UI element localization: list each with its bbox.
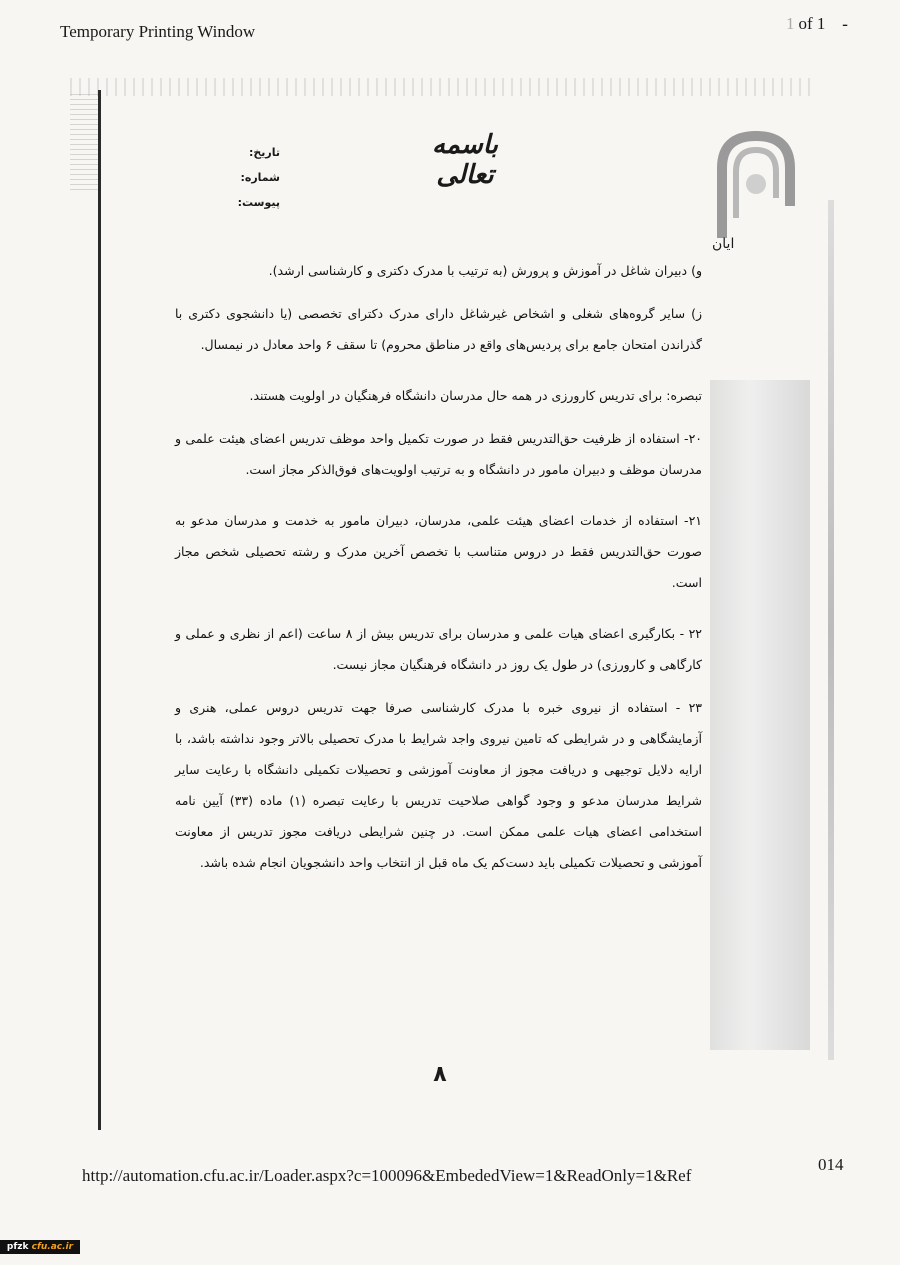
- paragraph-clause-21: ۲۱- استفاده از خدمات اعضای هیئت علمی، مدرسان، دبیران مامور به خدمت و مدرسان مدعو به صورت حق‌التدریس فقط در دروس متناسب با تخصص آخرین مدرک و رشته تحصیلی شخص مجاز است.: [175, 513, 702, 590]
- page-count: [786, 14, 825, 34]
- page-number: ۸: [433, 1062, 447, 1087]
- page-count-label: of 1: [798, 14, 826, 33]
- university-logo-icon: [712, 128, 800, 248]
- scan-noise-top: [70, 78, 810, 96]
- meta-number-label: شماره:: [240, 171, 280, 184]
- logo-caption: ایان: [712, 236, 735, 252]
- scan-noise-left: [70, 90, 100, 190]
- watermark-prefix: pfzk: [6, 1242, 29, 1252]
- paragraph-item-z: ز) سایر گروه‌های شغلی و اشخاص غیرشاغل دارای مدرک دکترای تخصصی (یا دانشجوی دکتری با گذراندن امتحان جامع برای پردیس‌های واقع در مناطق محروم) تا سقف ۶ واحد معادل در نیمسال.: [175, 306, 702, 352]
- paragraph-item-v: و) دبیران شاغل در آموزش و پرورش (به ترتیب با مدرک دکتری و کارشناسی ارشد).: [268, 263, 702, 278]
- paragraph-clause-22: ۲۲ - بکارگیری اعضای هیات علمی و مدرسان برای تدریس بیش از ۸ ساعت (اعم از نظری و عملی و کارگاهی و کارورزی) در طول یک روز در دانشگاه فرهنگیان مجاز نیست.: [175, 626, 703, 672]
- scan-right-edge: [828, 200, 834, 1060]
- paragraph-clause-20: ۲۰- استفاده از ظرفیت حق‌التدریس فقط در صورت تکمیل واحد موظف تدریس اعضای هیئت علمی و مدرسان موظف و دبیران مامور در دانشگاه و به ترتیب اولویت‌های فوق‌الذکر مجاز است.: [175, 431, 702, 477]
- site-watermark: [0, 1240, 80, 1254]
- print-window-title: Temporary Printing Window: [60, 22, 256, 41]
- scan-right-shadow: [710, 380, 810, 1050]
- watermark-site: cfu.ac.ir: [31, 1242, 74, 1252]
- url-tail: 014: [818, 1155, 844, 1174]
- letter-body: [175, 255, 702, 878]
- meta-attachment-label: پیوست:: [237, 196, 280, 209]
- meta-date-label: تاریخ:: [248, 146, 280, 159]
- letter-heading: باسمه تعالی: [432, 130, 498, 190]
- source-url: http://automation.cfu.ac.ir/Loader.aspx?c=100096&EmbededView=1&ReadOnly=1&Ref: [82, 1166, 692, 1185]
- paragraph-clause-23: ۲۳ - استفاده از نیروی خبره با مدرک کارشناسی صرفا جهت تدریس دروس عملی، هنری و آزمایشگاهی و در شرایطی که تامین نیروی واجد شرایط با مدرک تحصیلی بالاتر وجود نداشته باشد، با ارایه دلایل توجیهی و دریافت مجوز از معاونت آموزشی و تحصیلات تکمیلی دانشگاه با رعایت سایر شرایط مدرسان مدعو و وجود گواهی صلاحیت تدریس با رعایت تبصره (۱) ماده (۳۳) آیین نامه استخدامی اعضای هیات علمی ممکن است. در چنین شرایطی دریافت مجوز تدریس از معاونت آموزشی و تحصیلات تکمیلی باید دست‌کم یک ماه قبل از انتخاب واحد دانشجویان انجام شده باشد.: [175, 700, 703, 870]
- scan-left-edge: [98, 90, 101, 1130]
- paragraph-note: تبصره: برای تدریس کارورزی در همه حال مدرسان دانشگاه فرهنگیان در اولویت هستند.: [249, 388, 702, 403]
- letter-meta: [200, 140, 280, 215]
- page-prefix: 1: [786, 14, 795, 33]
- page-dot: -: [842, 14, 849, 35]
